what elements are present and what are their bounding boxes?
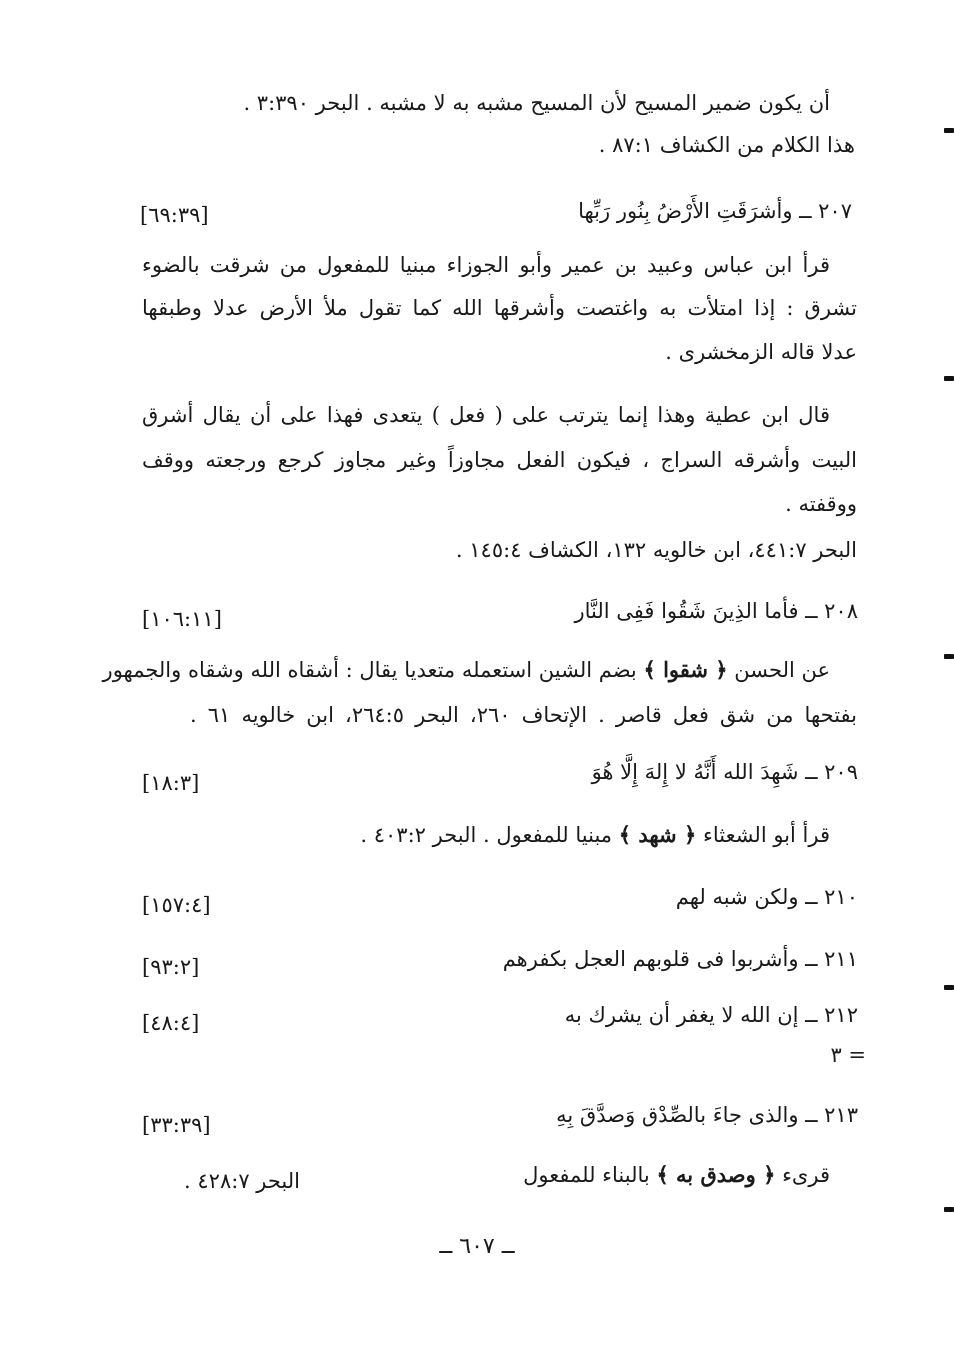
scan-edge-mark xyxy=(944,128,954,133)
text-line: هذا الكلام من الكشاف ٨٧:١ . xyxy=(598,133,855,157)
scan-edge-mark xyxy=(944,1207,954,1212)
entry-208: ٢٠٨ ــ فأما الذِينَ شَقُوا فَفِى النَّار xyxy=(574,599,858,623)
verse-reference-211: [٩٣:٢] xyxy=(142,955,200,979)
page-number: ــ ٦٠٧ ــ xyxy=(439,1234,515,1259)
verse-reference-207: [٦٩:٣٩] xyxy=(140,203,209,227)
verse-reference-213: [٣٣:٣٩] xyxy=(142,1113,211,1137)
entry-211: ٢١١ ــ وأشربوا فى قلوبهم العجل بكفرهم xyxy=(502,947,858,971)
entry-213: ٢١٣ ــ والذى جاءَ بالصِّدْق وَصدَّقَ بِهِ xyxy=(556,1103,858,1127)
text-segment: قرىء xyxy=(782,1163,830,1187)
scan-edge-mark xyxy=(944,985,954,990)
entry-212: ٢١٢ ــ إن الله لا يغفر أن يشرك به xyxy=(564,1003,858,1027)
entry-210: ٢١٠ ــ ولكن شبه لهم xyxy=(675,885,858,909)
signature-mark: = ٣ xyxy=(830,1043,866,1067)
text-line: تشرق : إذا امتلأت به واغتصت وأشرقها الله كما تقول ملأ الأرض عدلا وطبقها xyxy=(142,296,857,320)
scan-edge-mark xyxy=(944,654,954,659)
text-line: قرأ ابن عباس وعبيد بن عمير وأبو الجوزاء مبنيا للمفعول من شرقت بالضوء xyxy=(142,253,830,277)
text-line: ووقفته . xyxy=(785,492,857,516)
verse-reference-212: [٤٨:٤] xyxy=(142,1011,200,1035)
text-segment: مبنيا للمفعول . البحر ٤٠٣:٢ . xyxy=(360,823,613,847)
text-line: أن يكون ضمير المسيح لأن المسيح مشبه به لا مشبه . البحر ٣:٣٩٠ . xyxy=(243,91,830,115)
text-line xyxy=(480,1160,830,1190)
text-line: عدلا قاله الزمخشرى . xyxy=(665,340,857,364)
text-line: البحر ٤٤١:٧، ابن خالويه ١٣٢، الكشاف ١٤٥:٤ . xyxy=(455,538,857,562)
text-line: بفتحها من شق فعل قاصر . الإتحاف ٢٦٠، البحر ٢٦٤:٥، ابن خالويه ٦١ . xyxy=(190,703,857,727)
quran-word: ﴿ وصدق به ﴾ xyxy=(656,1162,776,1187)
source-reference: البحر ٤٢٨:٧ . xyxy=(184,1169,300,1193)
quran-word: ﴿ شقوا ﴾ xyxy=(643,657,728,682)
entry-209: ٢٠٩ ــ شَهِدَ الله أَنَّهُ لا إِلهَ إِلَّا هُوَ xyxy=(591,760,858,784)
text-segment: بضم الشين استعمله متعديا يقال : أشقاه الله وشقاه والجمهور xyxy=(102,658,637,682)
verse-reference-209: [١٨:٣] xyxy=(142,771,200,795)
text-segment: بالبناء للمفعول xyxy=(523,1163,650,1187)
verse-reference-210: [١٥٧:٤] xyxy=(142,893,211,917)
verse-reference-208: [١٠٦:١١] xyxy=(142,607,222,631)
text-segment: عن الحسن xyxy=(734,658,830,682)
text-line xyxy=(280,820,830,850)
text-line: قال ابن عطية وهذا إنما يترتب على ( فعل ) يتعدى فهذا على أن يقال أشرق xyxy=(142,403,830,427)
text-line: البيت وأشرقه السراج ، فيكون الفعل مجاوزاً وغير مجاوز كرجع ورجعته ووقف xyxy=(142,448,857,472)
text-segment: قرأ أبو الشعثاء xyxy=(702,823,830,847)
entry-207: ٢٠٧ ــ وأشرَقَتِ الأَرْضُ بِنُور رَبِّها xyxy=(578,199,852,223)
scan-edge-mark xyxy=(944,376,954,381)
quran-word: ﴿ شهد ﴾ xyxy=(618,822,697,847)
text-line xyxy=(102,655,830,685)
